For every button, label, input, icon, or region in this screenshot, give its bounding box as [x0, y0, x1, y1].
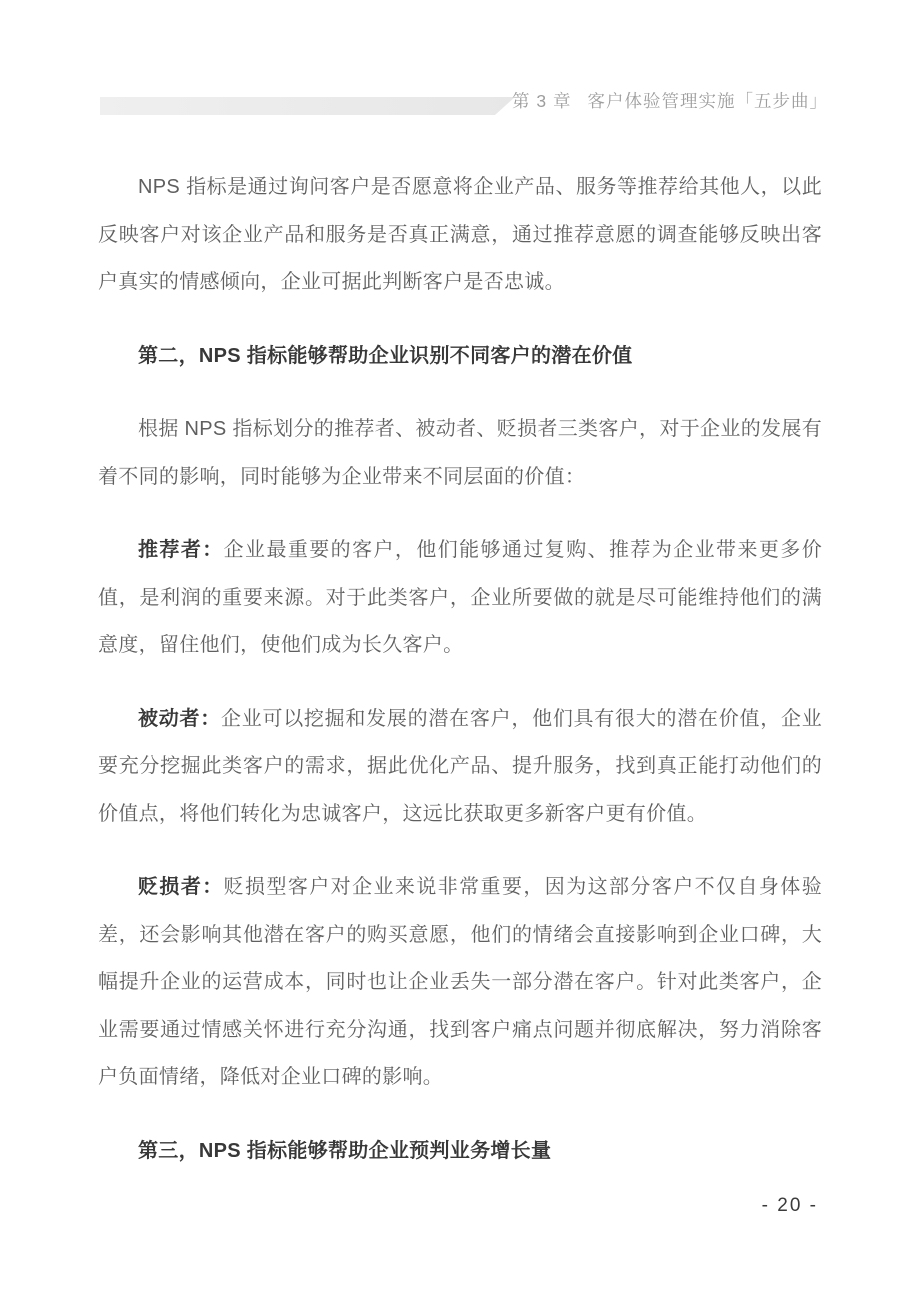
section-heading-third: 第三，NPS 指标能够帮助企业预判业务增长量: [138, 1139, 552, 1162]
chapter-title: 客户体验管理实施「五步曲」: [587, 91, 828, 111]
chapter-label: 第 3 章: [512, 91, 572, 111]
paragraph-lead: 被动者：: [138, 707, 221, 730]
paragraph-text: NPS 指标是通过询问客户是否愿意将企业产品、服务等推荐给其他人，以此反映客户对该企业产品和服务是否真正满意，通过推荐意愿的调查能够反映出客户真实的情感倾向，企业可据此判断客户是否忠诚。: [98, 176, 822, 293]
paragraph-lead: 推荐者：: [138, 539, 224, 561]
chapter-header: [512, 89, 828, 113]
paragraph-passives: [98, 696, 822, 839]
paragraph-lead: 贬损者：: [138, 876, 224, 898]
document-body: [98, 164, 822, 1201]
paragraph-text: 根据 NPS 指标划分的推荐者、被动者、贬损者三类客户，对于企业的发展有着不同的影响，同时能够为企业带来不同层面的价值：: [98, 418, 822, 488]
paragraph-text: 企业可以挖掘和发展的潜在客户，他们具有很大的潜在价值，企业要充分挖掘此类客户的需求，据此优化产品、提升服务，找到真正能打动他们的价值点，将他们转化为忠诚客户，这远比获取更多新客户更有价值。: [98, 707, 822, 825]
paragraph-three-types: [98, 406, 822, 501]
section-heading-second: 第二，NPS 指标能够帮助企业识别不同客户的潜在价值: [138, 344, 633, 367]
paragraph-nps-intro: [98, 164, 822, 307]
paragraph-text: 企业最重要的客户，他们能够通过复购、推荐为企业带来更多价值，是利润的重要来源。对于此类客户，企业所要做的就是尽可能维持他们的满意度，留住他们，使他们成为长久客户。: [98, 539, 822, 656]
chapter-header-bar: [100, 97, 515, 115]
paragraph-detractors: [98, 864, 822, 1102]
page-number: - 20 -: [761, 1195, 818, 1216]
paragraph-text: 贬损型客户对企业来说非常重要，因为这部分客户不仅自身体验差，还会影响其他潜在客户的购买意愿，他们的情绪会直接影响到企业口碑，大幅提升企业的运营成本，同时也让企业丢失一部分潜在客户。针对此类客户，企业需要通过情感关怀进行充分沟通，找到客户痛点问题并彻底解决，努力消除客户负面情绪，降低对企业口碑的影响。: [98, 876, 822, 1088]
paragraph-promoters: [98, 527, 822, 670]
